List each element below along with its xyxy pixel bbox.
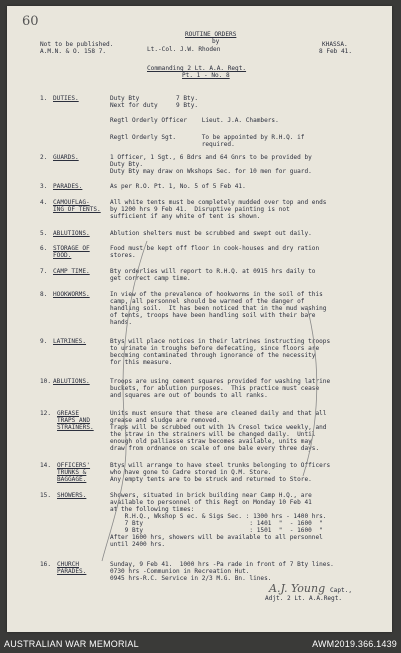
order-heading: STORAGE OF: [53, 245, 90, 252]
order-line: All white tents must be completely mudded over top and ends: [110, 199, 327, 206]
header-command: Commanding 2 Lt. A.A. Regt.: [147, 65, 247, 72]
order-line: R.H.Q., Wkshop S ec. & Sigs Sec. : 1300 hrs - 1400 hrs.: [110, 513, 327, 520]
order-heading: CAMOUFLAG-: [53, 199, 90, 206]
document-page: [7, 6, 392, 632]
order-heading: CHURCH: [57, 561, 80, 568]
order-line: Duty Bty 7 Bty.: [110, 95, 199, 102]
order-line: In view of the prevalence of hookworms in the soil of this: [110, 291, 323, 298]
order-line: Sunday, 9 Feb 41. 1000 hrs -Pa rade in front of 7 Bty lines.: [110, 561, 334, 568]
header-part: Pt. 1 - No. 8: [182, 72, 230, 79]
order-line: draw from ordnance on scale of one bale every three days.: [110, 445, 320, 452]
order-line: Troops are using cement squares provided for washing latrine: [110, 378, 331, 385]
order-heading: CAMP TIME.: [53, 268, 90, 275]
header-officer: Lt.-Col. J.W. Rhoden: [147, 46, 221, 53]
order-line: Bty orderlies will report to R.H.Q. at 0915 hrs daily to: [110, 268, 316, 275]
order-line: camp, all personnel should be warned of the danger of: [110, 298, 305, 305]
order-line: Regtl Orderly Officer Lieut. J.A. Chambers.: [110, 117, 279, 124]
order-number: 4.: [40, 199, 48, 206]
order-number: 6.: [40, 245, 48, 252]
order-line: enough old palliasse straw becomes available, units may: [110, 438, 312, 445]
header-by: by: [212, 38, 220, 45]
order-heading: GUARDS.: [53, 154, 79, 161]
order-heading: PARADES.: [53, 183, 83, 190]
order-line: As per R.O. Pt. 1, No. 5 of 5 Feb 41.: [110, 183, 246, 190]
order-heading: GREASE: [57, 410, 80, 417]
order-line: hands.: [110, 319, 133, 326]
order-line: 1 Officer, 1 Sgt., 6 Bdrs and 64 Gnrs to be provided by: [110, 154, 312, 161]
order-heading: BAGGAGE.: [57, 476, 87, 483]
order-number: 12.: [40, 410, 52, 417]
order-line: the straw in the strainers will be changed daily. Until: [110, 431, 316, 438]
order-line: required.: [110, 141, 235, 148]
document-title: ROUTINE ORDERS: [185, 31, 237, 38]
order-heading: OFFICERS': [57, 462, 91, 469]
order-heading: LATRINES.: [53, 338, 87, 345]
order-line: available to personnel of this Regt on Monday 10 Feb 41: [110, 499, 312, 506]
order-heading: PARADES.: [57, 568, 87, 575]
footer-institution: AUSTRALIAN WAR MEMORIAL: [4, 639, 139, 649]
order-line: sufficient if any white of tent is shown.: [110, 213, 261, 220]
order-line: Ablution shelters must be scrubbed and swept out daily.: [110, 230, 312, 237]
order-line: 9 Bty : 1501 " - 1600 ": [110, 527, 323, 534]
header-location: KHASSA.: [322, 41, 348, 48]
header-reference: A.M.N. & O. 158 7.: [40, 48, 107, 55]
order-line: by 1200 hrs 9 Feb 41. Disruptive painting is not: [110, 206, 290, 213]
order-line: Btys will arrange to have steel trunks belonging to Officers: [110, 462, 331, 469]
signature: A.J. Young: [269, 582, 326, 595]
order-number: 7.: [40, 268, 48, 275]
order-number: 10.: [40, 378, 52, 385]
order-heading: ABLUTIONS.: [53, 378, 90, 385]
order-number: 9.: [40, 338, 48, 345]
order-line: After 1600 hrs, showers will be available to all personnel: [110, 534, 323, 541]
order-heading: TRAPS AND: [57, 417, 91, 424]
header-date: 8 Feb 41.: [319, 48, 353, 55]
order-number: 16.: [40, 561, 52, 568]
order-line: Duty Bty.: [110, 161, 144, 168]
order-line: 7 Bty : 1401 " - 1600 ": [110, 520, 323, 527]
order-line: of tents, troops have been handling soil with their bare: [110, 312, 316, 319]
order-heading: HOOKWORMS.: [53, 291, 90, 298]
order-line: stores.: [110, 252, 136, 259]
page-mark: 60: [22, 14, 39, 29]
order-number: 15.: [40, 492, 52, 499]
signature-role: Adjt. 2 Lt. A.A.Regt.: [265, 595, 343, 602]
footer-accession-number: AWM2019.366.1439: [312, 639, 397, 649]
order-line: until 2400 hrs.: [110, 541, 166, 548]
pencil-marks: [7, 6, 392, 632]
order-line: 0730 hrs -Communion in Recreation Hut.: [110, 568, 250, 575]
order-number: 14.: [40, 462, 52, 469]
order-line: Duty Bty may draw on Wkshops Sec. for 10 men for guard.: [110, 168, 312, 175]
order-line: at the following times:: [110, 506, 195, 513]
order-number: 8.: [40, 291, 48, 298]
order-line: Food must be kept off floor in cook-houses and dry ration: [110, 245, 320, 252]
order-heading: FOOD.: [53, 252, 72, 259]
order-number: 3.: [40, 183, 48, 190]
order-line: buckets, for ablution purposes. This practice must cease: [110, 385, 320, 392]
order-line: becoming contaminated through ignorance of the necessity: [110, 352, 316, 359]
signature-rank: Capt.,: [330, 587, 353, 594]
order-heading: SHOWERS.: [57, 492, 87, 499]
order-heading: STRAINERS.: [57, 424, 94, 431]
order-line: Regtl Orderly Sgt. To be appointed by R.H.Q. if: [110, 134, 305, 141]
order-number: 2.: [40, 154, 48, 161]
order-line: who have gone to Cadre stored in Q.M. Store.: [110, 469, 272, 476]
order-line: to urinate in troughs before defecating, since floors are: [110, 345, 320, 352]
order-line: Next for duty 9 Bty.: [110, 102, 199, 109]
order-number: 5.: [40, 230, 48, 237]
order-line: Btys will place notices in their latrines instructing troops: [110, 338, 331, 345]
order-line: for this measure.: [110, 359, 173, 366]
order-line: and squares are out of bounds to all ranks.: [110, 392, 268, 399]
order-line: get correct camp time.: [110, 275, 191, 282]
header-not-published: Not to be published.: [40, 41, 114, 48]
order-heading: TRUNKS &: [57, 469, 87, 476]
order-line: 0945 hrs-R.C. Service in 2/3 M.G. Bn. lines.: [110, 575, 272, 582]
order-line: grease and sludge are removed.: [110, 417, 221, 424]
order-heading: DUTIES.: [53, 95, 79, 102]
order-line: Showers, situated in brick building near Camp H.Q., are: [110, 492, 312, 499]
order-number: 1.: [40, 95, 48, 102]
order-heading: ING OF TENTS.: [53, 206, 101, 213]
order-line: Traps will be scrubbed out with 1% Cresol twice weekly, and: [110, 424, 327, 431]
order-line: Units must ensure that these are cleaned daily and that all: [110, 410, 327, 417]
order-line: Any empty tents are to be struck and returned to Store.: [110, 476, 312, 483]
order-line: handling soil. It has been noticed that in the mud washing: [110, 305, 327, 312]
order-heading: ABLUTIONS.: [53, 230, 90, 237]
